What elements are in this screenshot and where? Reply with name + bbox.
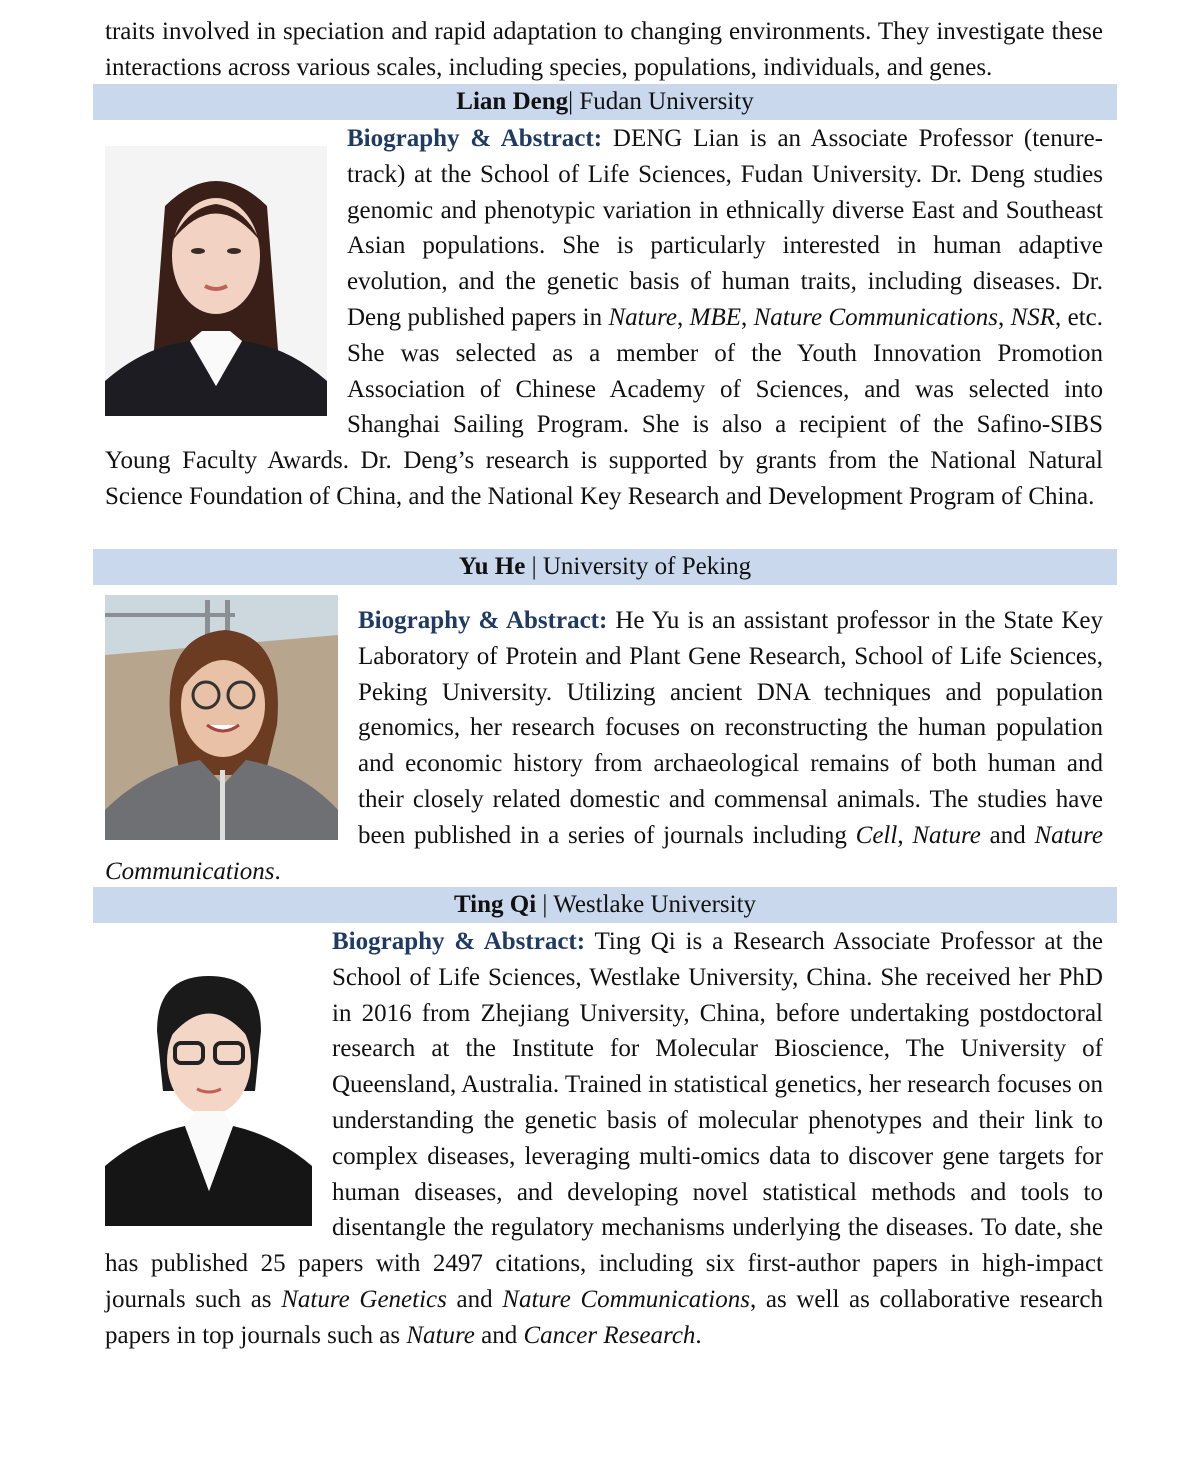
bio-segment: , [997, 303, 1011, 331]
bio-segment: . [274, 857, 281, 885]
italic-citation: MBE [689, 303, 742, 331]
profile-name: Ting Qi [453, 891, 537, 918]
bio-segment: , [677, 303, 690, 331]
italic-citation: Nature Communications [502, 1285, 750, 1313]
bio-segment: . [695, 1321, 702, 1349]
profile-affiliation: Westlake University [553, 891, 757, 918]
profile-name: Yu He [458, 553, 526, 580]
header-separator: | [525, 553, 543, 580]
profile-section-yu-he [105, 603, 1103, 889]
header-separator: | [568, 88, 574, 115]
bio-segment: and [980, 821, 1035, 849]
bio-segment: , etc. She was selected as a member of the Youth Innovation Promotion Association of Chinese Academy of Sciences, and was selected into Shanghai Sailing Program. She is also a recipient of the Safino-SIBS Young Faculty Awards. Dr. Deng’s research is supported by grants from the National Natural Science Foundation of China, and the National Key Research and Development Program of China. [105, 303, 1104, 510]
bio-label: Biography & Abstract: [358, 607, 608, 634]
profile-section-lian-deng [105, 121, 1103, 515]
italic-citation: Nature [912, 821, 981, 849]
portrait-photo [105, 146, 327, 416]
italic-citation: Nature [608, 303, 678, 331]
bio-segment: , [741, 303, 754, 331]
bio-segment: DENG Lian is an Associate Professor (tenure-track) at the School of Life Sciences, Fudan University. Dr. Deng studies genomic and phenotypic variation in ethnically diverse East and Southeast Asian populations. She is particularly interested in human adaptive evolution, and the genetic basis of human traits, including diseases. Dr. Deng published papers in [347, 125, 1103, 331]
italic-citation: NSR [1010, 303, 1056, 331]
profile-section-ting-qi [105, 924, 1103, 1354]
bio-label: Biography & Abstract: [332, 928, 586, 955]
italic-citation: Nature Genetics [281, 1285, 447, 1313]
italic-citation: Nature [406, 1321, 475, 1349]
profile-header-ting-qi [93, 887, 1117, 923]
intro-paragraph: traits involved in speciation and rapid adaptation to changing environments. They investigate these interactions across various scales, including species, populations, individuals, and genes. [105, 18, 1103, 81]
bio-label: Biography & Abstract: [347, 125, 603, 152]
italic-citation: Cancer Research [523, 1321, 696, 1349]
italic-citation: Nature Communications [105, 821, 1103, 885]
profile-name: Lian Deng [456, 88, 569, 115]
profile-header-yu-he [93, 549, 1117, 585]
bio-segment: , [897, 821, 913, 849]
profile-affiliation: University of Peking [542, 553, 752, 580]
portrait-photo [105, 961, 312, 1226]
profile-header-lian-deng [93, 84, 1117, 120]
portrait-photo [105, 595, 338, 840]
italic-citation: Cell [855, 821, 898, 849]
bio-segment: Ting Qi is a Research Associate Professor at the School of Life Sciences, Westlake University, China. She received her PhD in 2016 from Zhejiang University, China, before undertaking postdoctoral research at the Institute for Molecular Bioscience, The University of Queensland, Australia. Trained in statistical genetics, her research focuses on understanding the genetic basis of molecular phenotypes and their link to complex diseases, leveraging multi-omics data to discover gene targets for human diseases, and developing novel statistical methods and tools to disentangle the regulatory mechanisms underlying the diseases. To date, she has published 25 papers with 2497 citations, including six first-author papers in high-impact journals such as [105, 928, 1104, 1313]
header-separator: | [536, 891, 554, 918]
bio-segment: , as well as collaborative research papers in top journals such as [105, 1285, 1103, 1349]
bio-segment: He Yu is an assistant professor in the State Key Laboratory of Protein and Plant Gene Research, School of Life Sciences, Peking University. Utilizing ancient DNA techniques and population genomics, her research focuses on reconstructing the human population and economic history from archaeological remains of both human and their closely related domestic and commensal animals. The studies have been published in a series of journals including [358, 607, 1103, 849]
italic-citation: Nature Communications [753, 303, 998, 331]
bio-segment: and [446, 1285, 503, 1313]
profile-affiliation: Fudan University [579, 88, 754, 115]
bio-segment: and [474, 1321, 524, 1349]
